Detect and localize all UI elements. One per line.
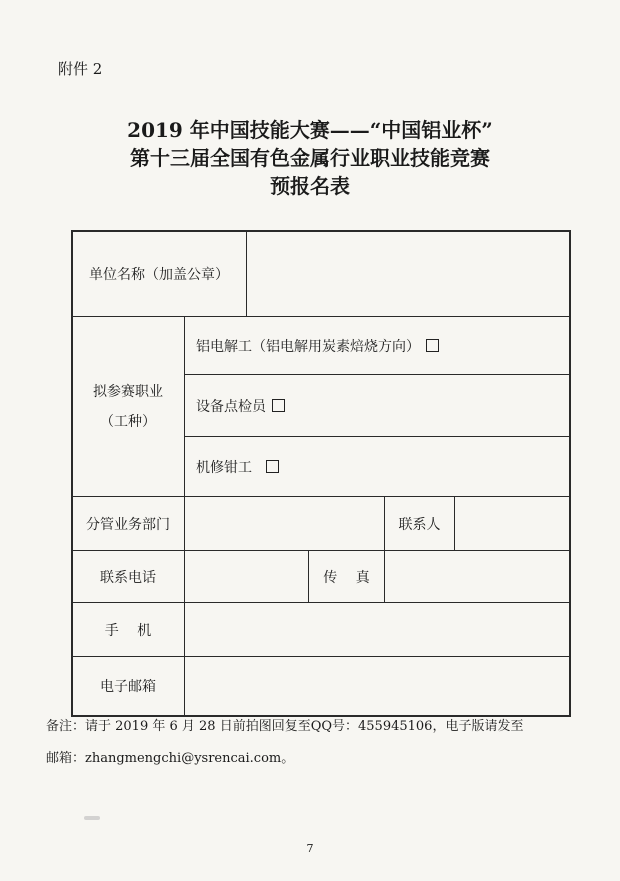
table-border-right [569,230,571,717]
department-label: 分管业务部门 [86,516,170,533]
occupation-option-label: 机修钳工 [196,459,252,476]
contact-person-label: 联系人 [398,516,441,533]
email-label: 电子邮箱 [100,679,156,695]
email-field[interactable] [185,657,569,715]
fax-label: 传 真 [323,569,370,586]
form-title-line-1: 2019 年中国技能大赛——“中国铝业杯” [127,118,493,142]
note-line-2: 邮箱：zhangmengchi@ysrencai.com。 [46,751,295,766]
mobile-field[interactable] [185,603,569,656]
mobile-label: 手 机 [104,622,152,639]
page-number: 7 [306,842,314,855]
unit-name-label: 单位名称（加盖公章） [89,266,229,283]
occupation-option-label: 设备点检员 [196,398,266,415]
occupation-option-machine-fitter[interactable] [196,437,566,496]
phone-label: 联系电话 [100,569,156,586]
form-title-line-3: 预报名表 [270,174,350,198]
occupation-option-aluminum-electrolysis[interactable] [196,317,566,374]
checkbox[interactable] [272,399,285,412]
note-line-1: 备注：请于 2019 年 6 月 28 日前拍图回复至QQ号：455945106，电子版请发至 [46,719,524,734]
checkbox[interactable] [266,460,279,473]
occupation-option-equipment-inspector[interactable] [196,375,566,436]
scan-mark [84,816,100,820]
contact-person-field[interactable] [455,497,569,550]
phone-field[interactable] [185,551,308,602]
occupation-label-line-1: 拟参赛职业 [93,383,163,400]
occupation-option-label: 铝电解工（铝电解用炭素焙烧方向） [196,338,420,355]
attachment-label: 附件 2 [58,60,103,78]
form-title-line-2: 第十三届全国有色金属行业职业技能竞赛 [130,146,490,170]
checkbox[interactable] [426,339,439,352]
fax-field[interactable] [385,551,569,602]
unit-name-field[interactable] [247,231,569,316]
col-divider [184,316,185,496]
department-field[interactable] [185,497,384,550]
occupation-label [72,317,184,496]
occupation-label-line-2: （工种） [100,413,156,430]
